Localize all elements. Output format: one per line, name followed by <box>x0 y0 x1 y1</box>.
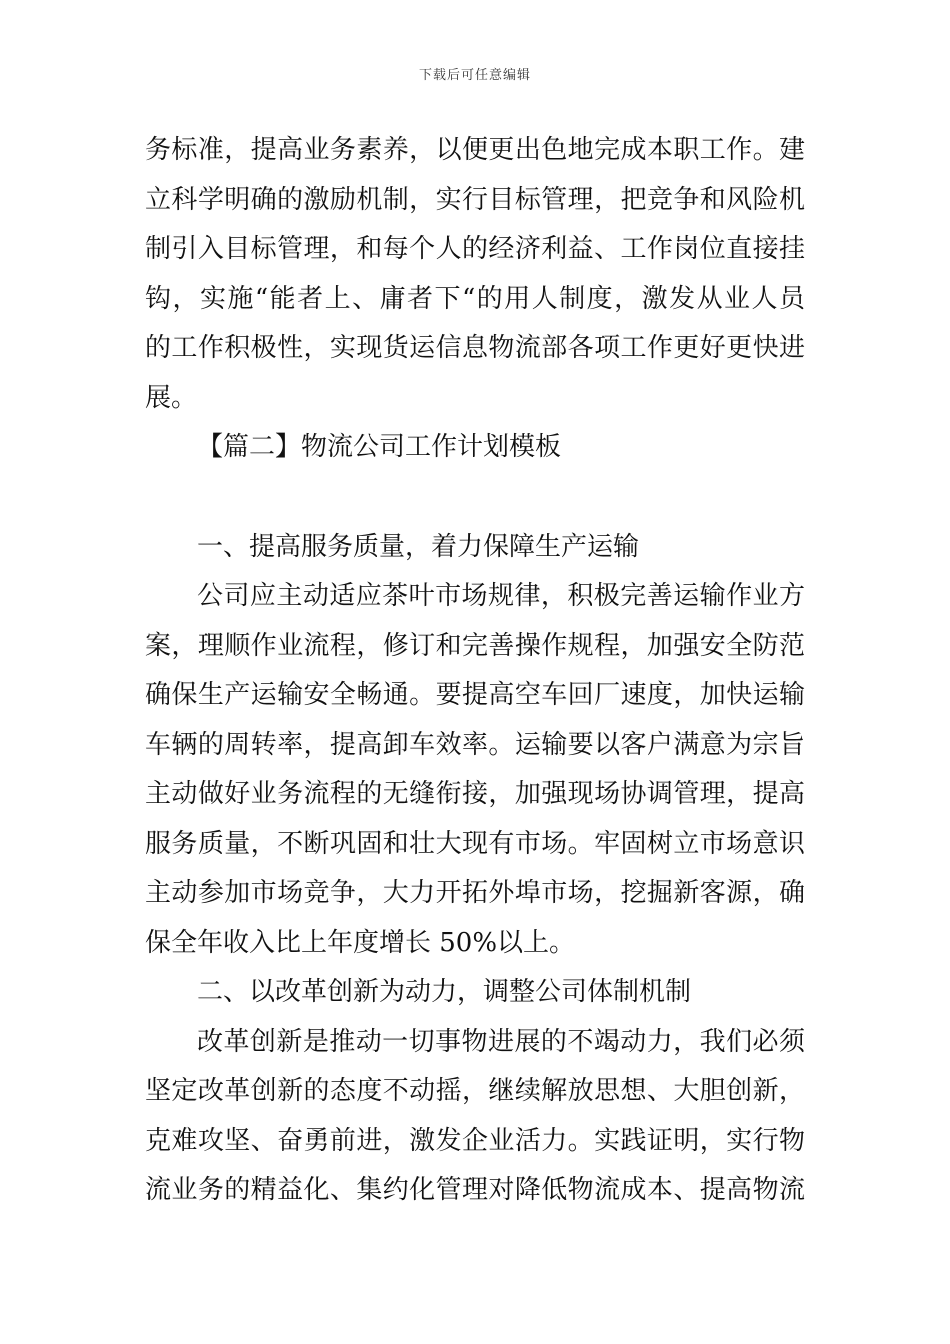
text-line: 的工作积极性，实现货运信息物流部各项工作更好更快进 <box>145 333 805 363</box>
text-line: 流业务的精益化、集约化管理对降低物流成本、提高物流 <box>145 1175 805 1205</box>
text-line: 服务质量，不断巩固和壮大现有市场。牢固树立市场意识 <box>145 828 805 859</box>
text-line: 车辆的周转率，提高卸车效率。运输要以客户满意为宗旨 <box>145 729 805 760</box>
text-line: 立科学明确的激励机制，实行目标管理，把竞争和风险机 <box>145 184 805 215</box>
text-line: 公司应主动适应茶叶市场规律，积极完善运输作业方 <box>197 581 805 611</box>
paragraph-gap <box>145 473 805 523</box>
text-line: 钩，实施“能者上、庸者下“的用人制度，激发从业人员 <box>145 283 805 314</box>
text-line: 主动做好业务流程的无缝衔接，加强现场协调管理，提高 <box>145 779 805 809</box>
text-line: 确保生产运输安全畅通。要提高空车回厂速度，加快运输 <box>145 680 805 710</box>
text-line: 克难攻坚、奋勇前进，激发企业活力。实践证明，实行物 <box>145 1125 805 1156</box>
text-line: 保全年收入比上年度增长 50%以上。 <box>145 927 576 958</box>
document-body <box>145 126 805 1216</box>
text-line: 主动参加市场竞争，大力开拓外埠市场，挖掘新客源，确 <box>145 878 805 908</box>
text-line: 展。 <box>145 382 198 413</box>
text-line: 务标准，提高业务素养，以便更出色地完成本职工作。建 <box>145 135 805 165</box>
text-line: 【篇二】物流公司工作计划模板 <box>197 432 562 462</box>
text-line: 一、提高服务质量，着力保障生产运输 <box>197 531 640 562</box>
text-line: 坚定改革创新的态度不动摇，继续解放思想、大胆创新， <box>145 1076 805 1106</box>
text-line: 二、以改革创新为动力，调整公司体制机制 <box>197 977 692 1007</box>
text-line: 改革创新是推动一切事物进展的不竭动力，我们必须 <box>197 1026 805 1057</box>
text-line: 案，理顺作业流程，修订和完善操作规程，加强安全防范 <box>145 630 805 661</box>
page-header: 下载后可任意编辑 <box>418 68 531 83</box>
text-line: 制引入目标管理，和每个人的经济利益、工作岗位直接挂 <box>145 234 805 264</box>
